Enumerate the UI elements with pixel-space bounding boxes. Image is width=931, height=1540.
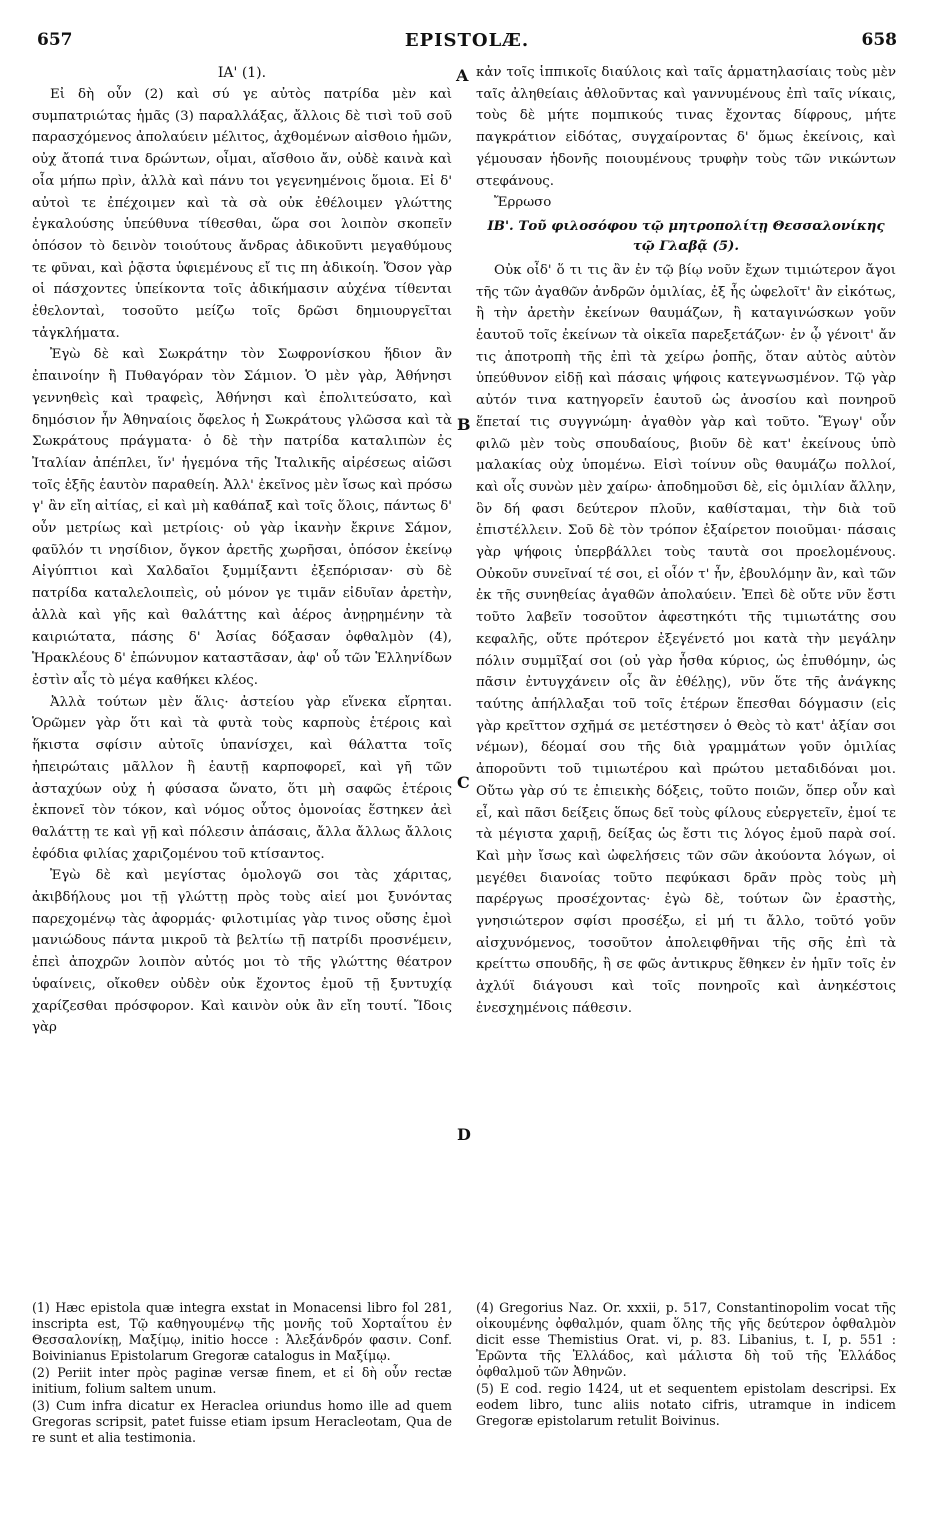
left-paragraph-4: Ἐγὼ δὲ καὶ μεγίστας ὁμολογῶ σοι τὰς χάριτας, ἀκιβδήλους μοι τῇ γλώττῃ πρὸς τοὺς αἰεί μοι ξυνόντας παρεχομένῳ τὰς ἀφορμάς· φιλοτιμίας γὰρ τινος οὔσης ἐμοὶ μανιώδους πάντα μικροῦ τὰ βελτίω τῇ πατρίδι προσνέμειν, ἐπεὶ ἀποχρῶν λοιπὸν αὐτός μοι τὸ τῆς γλώττης θέατρον ὑφαίνεις, οἴκοθεν οὐδὲν οὐκ ἔχοντος ἐμοῦ τῇ ξυντυχίᾳ χαρίζεσθαι πρόσφορον. Καὶ καινὸν οὐκ ἂν εἴη τουτί. Ἴδοις γὰρ bbox=[32, 868, 452, 1036]
footnotes-right bbox=[476, 1300, 896, 1430]
right-column bbox=[476, 62, 896, 1278]
footnotes-left bbox=[32, 1300, 452, 1447]
footnote-4: (4) Gregorius Naz. Or. xxxii, p. 517, Constantinopolim vocat τῆς οἰκουμένης ὀφθαλμόν, quam ὅλης τῆς γῆς δεύτερον ὀφθαλμὸν dicit esse Themistius Orat. vi, p. 83. Libanius, t. I, p. 551 : Ἐρῶντα τῆς Ἑλλάδος, καὶ μάλιστα δὴ τοῦ τῆς Ἑλλάδος ὀφθαλμοῦ τῶν Ἀθηνῶν. bbox=[476, 1300, 896, 1379]
page-number-right: 658 bbox=[861, 30, 897, 50]
page-number-left: 657 bbox=[37, 30, 73, 50]
margin-letter-b: B bbox=[457, 415, 471, 434]
footnote-1: (1) Hæc epistola quæ integra exstat in Monacensi libro fol 281, inscripta est, Τῷ καθηγουμένῳ τῆς μονῆς τοῦ Χορταΐτου ἐν Θεσσαλονίκῃ, Μαξίμῳ, initio hocce : Ἀλεξάνδρόν φασιν. Conf. Boivinianus Epistolarum Gregoræ catalogus in Μαξίμῳ. bbox=[32, 1300, 452, 1363]
salutation: Ἔρρωσο bbox=[494, 195, 552, 211]
left-column bbox=[32, 62, 452, 1278]
margin-letter-c: C bbox=[457, 773, 470, 792]
page-header bbox=[37, 30, 897, 56]
epistle-12-heading: ΙΒ'. Τοῦ φιλοσόφου τῷ μητροπολίτῃ Θεσσαλονίκης τῷ Γλαβᾷ (5). bbox=[487, 217, 885, 254]
footnote-3: (3) Cum infra dicatur ex Heraclea oriundus homo ille ad quem Gregoras scripsit, patet fuisse etiam ipsum Heracleotam, Qua de re sunt et alia testimonia. bbox=[32, 1398, 452, 1445]
right-paragraph-1: Οὐκ οἶδ' ὅ τι τις ἂν ἐν τῷ βίῳ νοῦν ἔχων τιμιώτερον ἄγοι τῆς τῶν ἀγαθῶν ἀνδρῶν ὁμιλίας, ἐξ ἧς ὠφελοῖτ' ἂν εἰκότως, ἢ τὴν ἀρετὴν ἐκείνων θαυμάζων, ἢ καταγινώσκων γοῦν ἑαυτοῦ τοῖς ἐκείνων τὰ οἰκεῖα παρεξετάζων· ἐν ᾧ γένοιτ' ἄν τις ἀποτροπὴ τῆς ἐπὶ τὰ χείρω ῥοπῆς, ὅταν αὐτὸς αὑτὸν ὑπεύθυνον εἰδῇ καὶ πάσαις ψήφοις κατεγνωσμένον. Τῷ γὰρ αὐτόν τινα κατηγορεῖν ἑαυτοῦ ὡς ἀνοσίου καὶ πονηροῦ ἕπεταί τις συγγνώμη· ἀγαθὸν γὰρ καὶ τοῦτο. Ἔγωγ' οὖν φιλῶ μὲν τοὺς σπουδαίους, βιοῦν δὲ κατ' ἐκείνους ὑπὸ μαλακίας οὐχ ὑπομένω. Εἰσὶ τοίνυν οὓς θαυμάζω πολλοί, καὶ οἷς συνὼν μὲν χαίρω· ἀποδημοῦσι δὲ, εἰς ὁμιλίαν ἄλλην, ὃν δή φασι δεύτερον πλοῦν, καθίσταμαι, τὴν διὰ τοῦ ἐπιστέλλειν. Σοῦ δὲ τὸν τρόπον ἐξαίρετον ποιοῦμαι· πάσαις γὰρ ψήφοις ὑπερβάλλει τοὺς ταυτὰ σοι προελομένους. Οὐκοῦν συνεῖναί τέ σοι, εἰ οἷόν τ' ἦν, ἐβουλόμην ἂν, καὶ τῶν ἐκ τῆς συνηθείας ἀγαθῶν ἀπολαύειν. Ἐπεὶ δὲ οὔτε νῦν ἔστι τοῦτο λαβεῖν τοσοῦτον ἀφεστηκότι τῆς τιμιωτάτης σου κεφαλῆς, οὔτε πρότερον ἐξεγένετό μοι κατὰ τὴν μεγάλην πόλιν συμμῖξαί σοι (οὐ γὰρ ἦσθα κύριος, ὡς ἐπυθόμην, ὡς πᾶσιν ἐντυγχάνειν οἷς ἂν ἐθέλῃς), νῦν ὅτε τῆς ἀνάγκης ταύτης ἀπήλλαξαι τοῦ τοῖς ἑτέρων ἕπεσθαι δόγμασιν (εἰς γὰρ κρεῖττον σχῆμά σε μετέστησεν ὁ Θεὸς τὸ κατ' ἀξίαν σοι νέμων), δέομαί σου τῆς διὰ γραμμάτων γοῦν ὁμιλίας ἀποροῦντι τοῦ τιμιωτέρου καὶ πρώτου μεταδιδόναι μοι. Οὕτω γὰρ σύ τε ἐπιεικὴς δόξεις, τοῦτο ποιῶν, ὅπερ οὖν καὶ εἶ, καὶ πᾶσι δείξεις ὅπως δεῖ τοὺς φίλους εὐεργετεῖν, ἐμοί τε τὰ μέγιστα χαριῇ, δείξας ὡς ἔστι τις λόγος ἐμοῦ παρὰ σοί. Καὶ μὴν ἴσως καὶ ὠφελήσεις τῶν σῶν ἀκούοντα λόγων, οἱ μεγέθει διανοίας τοῦτο πεφύκασι δρᾶν πρὸς τοὺς μὴ παρέργως προσέχοντας· ἐγὼ δὲ, τούτων ὢν ἐραστὴς, γνησιώτερον σφίσι προσέξω, εἰ μή τι ἄλλο, τοῦτό γοῦν αἰσχυνόμενος, τοσοῦτον ἀπολειφθῆναι τῆς σῆς ἐπὶ τὰ κρείττω σπουδῆς, ἢ σε φῶς ἀντικρυς ἔθηκεν ἐν ἡμῖν τοῖς ἐν ἀχλύϊ διάγουσι καὶ τοῖς πονηροῖς καὶ ἀνηκέστοις ἐνεσχημένοις πάθεσιν. bbox=[476, 262, 896, 1016]
right-paragraph-continuation: κἀν τοῖς ἱππικοῖς διαύλοις καὶ ταῖς ἁρματηλασίαις τοὺς μὲν ταῖς ἀληθείαις ἀθλοῦντας καὶ γαννυμένους ἐπὶ ταῖς νίκαις, τοὺς δὲ μήτε πομπικούς τινας ἔχοντας δίφρους, μήτε παγκράτιον εἰδότας, συγχαίροντας δ' ὅμως ἐκείνοις, καὶ γέμουσαν ἡδονῆς ποιουμένους τρυφὴν τοὺς τῶν νικώντων στεφάνους. bbox=[476, 65, 896, 189]
running-title: EPISTOLÆ. bbox=[404, 30, 530, 51]
footnote-2: (2) Periit inter πρὸς paginæ versæ finem, et εἰ δὴ οὖν rectæ initium, folium saltem unum. bbox=[32, 1365, 452, 1396]
margin-letter-d: D bbox=[457, 1125, 471, 1144]
epistle-11-heading: ΙΑ' (1). bbox=[217, 65, 267, 81]
left-paragraph-3: Ἀλλὰ τούτων μὲν ἅλις· ἀστείου γὰρ εἵνεκα εἴρηται. Ὁρῶμεν γὰρ ὅτι καὶ τὰ φυτὰ τοὺς καρποὺς ἑτέροις καὶ ἥκιστα σφίσιν αὐτοῖς ὑπανίσχει, καὶ θάλαττα τοῖς ἠπειρώταις μᾶλλον ἢ ἑαυτῇ καρποφορεῖ, καὶ γῆ τῶν ἀσταχύων οὐχ ἡ φύσασα ὤνατο, ὅτι μὴ σαφῶς ἑτέροις ἐκπονεῖ τὸν τόκον, καὶ νόμος οὗτος ὁμονοίας ἕστηκεν ἀεὶ θαλάττῃ τε καὶ γῇ καὶ πόλεσιν ἁπάσαις, ἄλλα ἄλλως ἄλλοις ἐφόδια φιλίας χαριζομένου τοῦ κτίσαντος. bbox=[32, 694, 452, 862]
margin-letter-a: A bbox=[456, 66, 469, 85]
left-paragraph-1: Εἰ δὴ οὖν (2) καὶ σύ γε αὐτὸς πατρίδα μὲν καὶ συμπατριώτας ἡμᾶς (3) παραλλάξας, ἄλλοις δὲ τισὶ τοῦ σοῦ παρασχόμενος ἀπολαύειν μέλιτος, ἀχθομένων αἰσθοιο ἡμῶν, οὐχ ἄτοπά τινα δρώντων, οἶμαι, αἴσθοιο ἄν, οὐδὲ καινὰ καὶ οἷα μήπω πρὶν, ἀλλὰ καὶ πάνυ τοι γεγενημένοις ὅμοια. Εἰ δ' αὐτοὶ τε ἐπέχοιμεν καὶ τὰ σὰ οὐκ ἐθέλοιμεν γλώττης ἐγκαλούσης ὑπεύθυνα τίθεσθαι, ὥρα σοι λοιπὸν σκοπεῖν ὁπόσον τὸ δεινὸν τοιούτους ἄνδρας ἀδικοῦντι μεγαθύμους τε φῦναι, καὶ ῥᾷστα ὑφιεμένους εἴ τις πη ἀδικοίη. Ὅσον γὰρ οἱ πάσχοντες ὑπείκοντα τοῖς ἀδικήμασιν αὐχένα τίθενται ἐθελονταὶ, τοσοῦτο μείζω τοῖς δρῶσι δημιουργεῖται τἀγκλήματα. bbox=[32, 87, 452, 341]
footnote-5: (5) E cod. regio 1424, ut et sequentem epistolam descripsi. Ex eodem libro, tunc aliis notato cifris, utramque in indicem Gregoræ epistolarum retulit Boivinus. bbox=[476, 1381, 896, 1428]
left-paragraph-2: Ἐγὼ δὲ καὶ Σωκράτην τὸν Σωφρονίσκου ἥδιον ἂν ἐπαινοίην ἢ Πυθαγόραν τὸν Σάμιον. Ὁ μὲν γὰρ, Ἀθήνησι γεννηθεὶς καὶ τραφεὶς, Ἀθήνησι καὶ ἐπολιτεύσατο, καὶ δημόσιον ἦν Ἀθηναίοις ὄφελος ἡ Σωκράτους γλῶσσα καὶ τὰ Σωκράτους πράγματα· ὁ δὲ τὴν πατρίδα καταλιπὼν ἐς Ἰταλίαν ἀπέπλει, ἵν' ἡγεμόνα τῆς Ἰταλικῆς αἱρέσεως αἰῶσι τοῖς ἑξῆς ἑαυτὸν παραθείη. Ἀλλ' ἐκεῖνος μὲν ἴσως καὶ πρόσω γ' ἂν εἴη αἰτίας, εἰ καὶ μὴ καθάπαξ καὶ τοῖς ὅλοις, πάντως δ' οὖν μετρίως καὶ μετρίοις· οὐ γὰρ ἱκανὴν ἔκρινε Σάμον, φαῦλόν τι νησίδιον, ὄγκον ἀρετῆς χωρῆσαι, ὁπόσον ἐκείνῳ Αἰγύπτιοι καὶ Χαλδαῖοι ξυμμίξαντι ἐξεπόρισαν· σὺ δὲ πατρίδα καταλελοιπεὶς, οὐ μόνον γε τιμᾶν εἰδυῖαν ἀρετὴν, ἀλλὰ καὶ γῆς καὶ θαλάττης καὶ ἀέρος ἀνῃρημένην τὰ καιριώτατα, πάσης δ' Ἀσίας δόξασαν ὀφθαλμὸν (4), Ἡρακλέους δ' ἐπώνυμον καταστᾶσαν, ἀφ' οὗ τῶν Ἑλληνίδων ἐστὶν αἷς τὸ μέγα καθήκει κλέος. bbox=[32, 347, 452, 688]
